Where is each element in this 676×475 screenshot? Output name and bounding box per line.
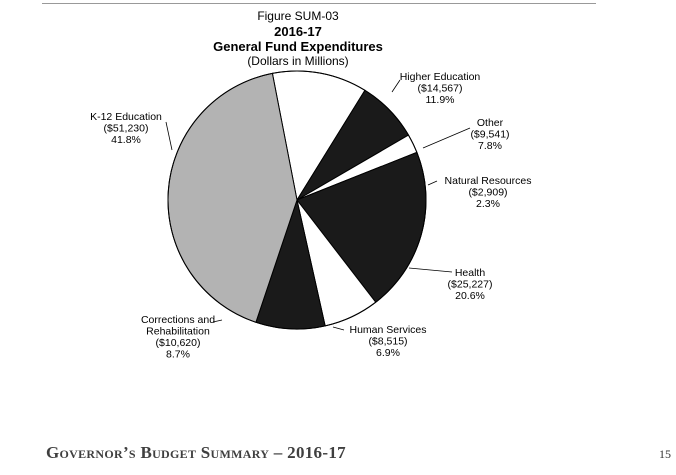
slice-label-natural-resources: Natural Resources ($2,909) 2.3%	[444, 175, 532, 210]
figure-number: Figure SUM-03	[257, 9, 339, 23]
leader-line-human-services	[333, 327, 344, 330]
footer-title: Governor’s Budget Summary – 2016-17	[46, 443, 346, 462]
leader-line-k-12-education	[166, 122, 172, 150]
slice-label-k-12-education: K-12 Education ($51,230) 41.8%	[90, 111, 162, 146]
figure-subtitle: (Dollars in Millions)	[247, 54, 349, 68]
leader-line-other	[423, 128, 470, 148]
slice-label-other: Other ($9,541) 7.8%	[470, 117, 510, 152]
leader-line-health	[409, 268, 452, 272]
leader-line-natural-resources	[428, 181, 437, 185]
slice-label-health: Health ($25,227) 20.6%	[447, 267, 493, 302]
slice-label-higher-education: Higher Education ($14,567) 11.9%	[399, 71, 481, 106]
figure-title: General Fund Expenditures	[213, 39, 383, 54]
figure-year: 2016-17	[274, 24, 322, 39]
page-number: 15	[659, 447, 671, 461]
slice-label-human-services: Human Services ($8,515) 6.9%	[349, 324, 427, 359]
slice-label-corrections-and-rehabilitation: Corrections and Rehabilitation ($10,620) 8.7%	[140, 314, 216, 361]
